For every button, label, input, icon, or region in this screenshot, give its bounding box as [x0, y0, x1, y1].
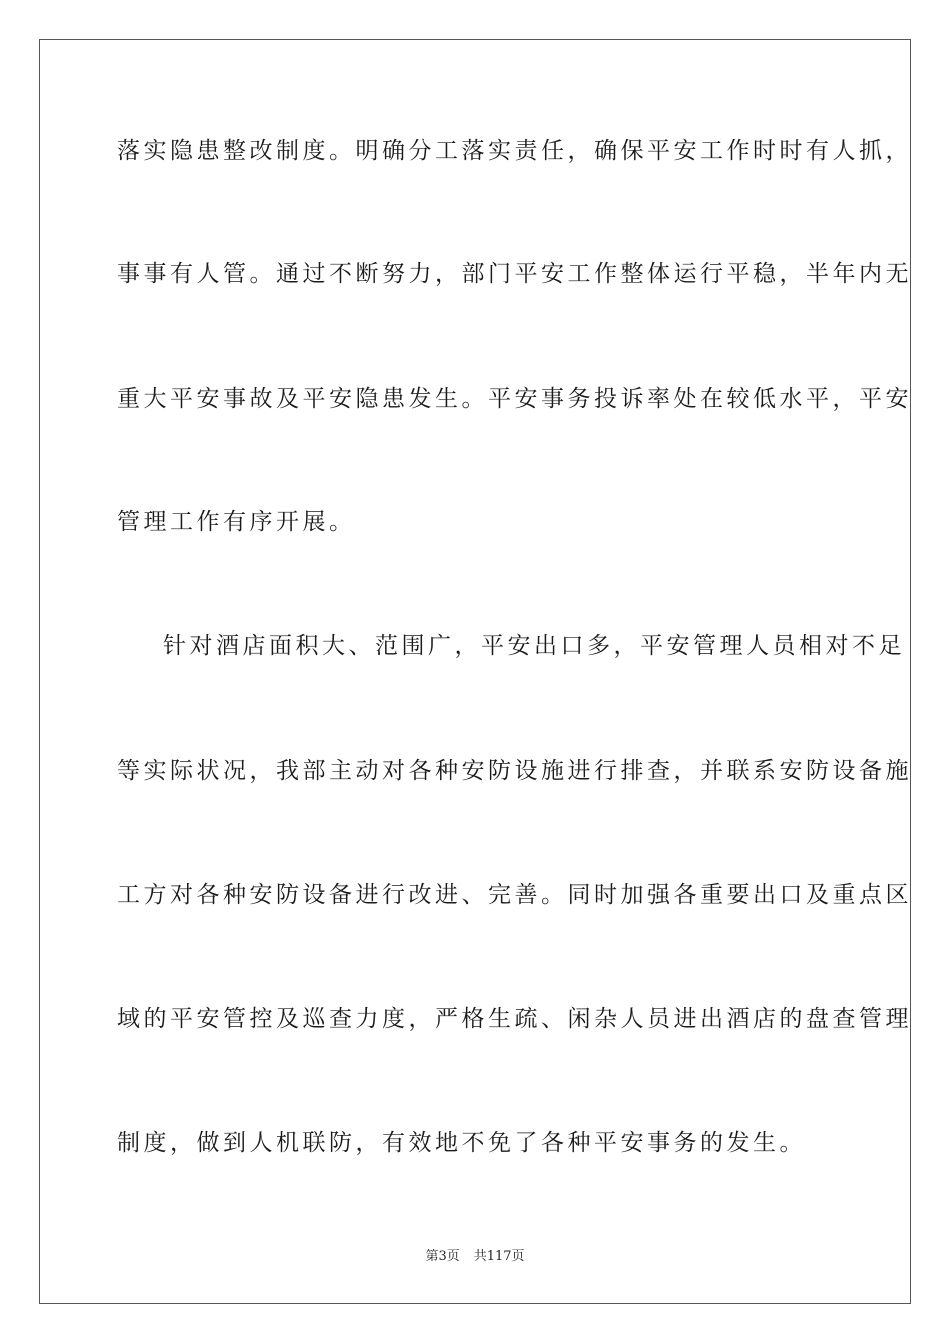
- text-line: 重大平安事故及平安隐患发生。平安事务投诉率处在较低水平，平安: [117, 386, 912, 412]
- text-line-paragraph-start: 针对酒店面积大、范围广，平安出口多，平安管理人员相对不足: [163, 633, 905, 659]
- text-line: 制度，做到人机联防，有效地不免了各种平安事务的发生。: [117, 1130, 806, 1156]
- text-line: 等实际状况，我部主动对各种安防设施进行排查，并联系安防设备施: [117, 758, 912, 784]
- text-line: 管理工作有序开展。: [117, 509, 356, 535]
- text-line: 工方对各种安防设备进行改进、完善。同时加强各重要出口及重点区: [117, 882, 912, 908]
- page-footer: [0, 1248, 950, 1266]
- page-number: 第3页: [425, 1249, 460, 1264]
- text-line: 事事有人管。通过不断努力，部门平安工作整体运行平稳，半年内无: [117, 261, 912, 287]
- text-line: 落实隐患整改制度。明确分工落实责任，确保平安工作时时有人抓，: [117, 138, 912, 164]
- text-line: 域的平安管控及巡查力度，严格生疏、闲杂人员进出酒店的盘查管理: [117, 1006, 912, 1032]
- page-border: [39, 39, 911, 1304]
- page-total: 共117页: [473, 1249, 525, 1264]
